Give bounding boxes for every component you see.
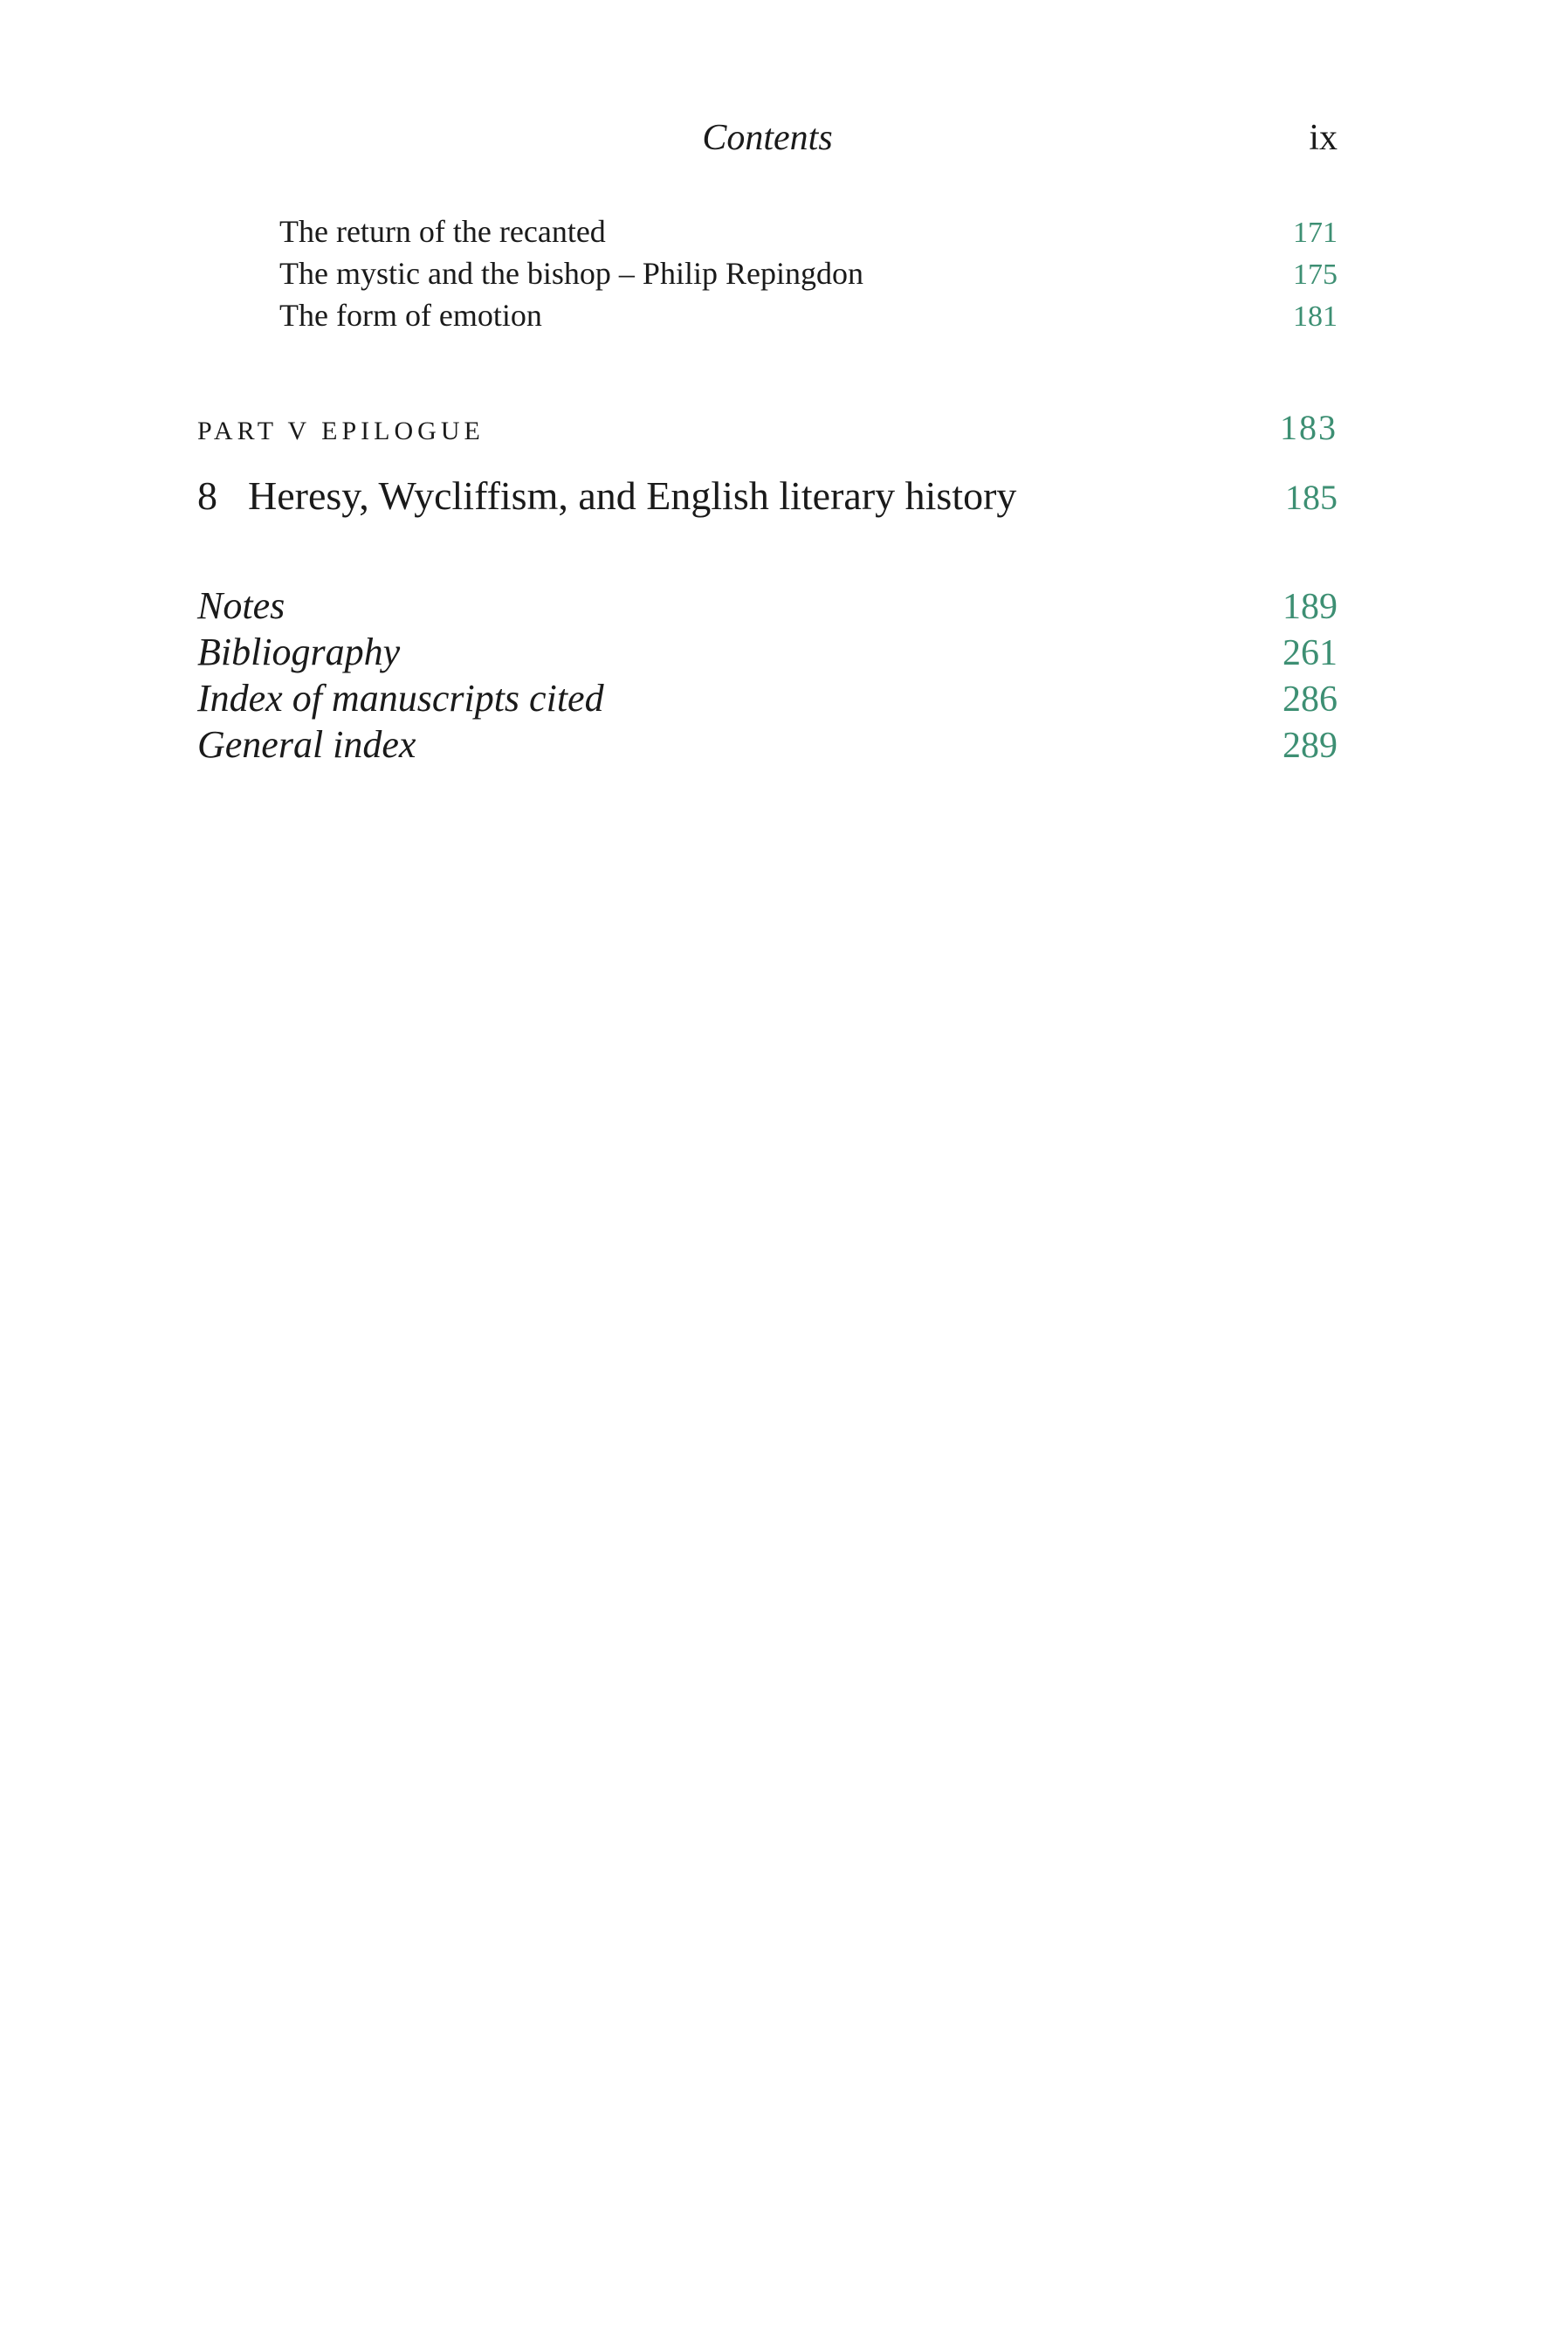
toc-part bbox=[197, 405, 1338, 454]
toc-chapter bbox=[197, 469, 1338, 525]
toc-entry-bibliography bbox=[197, 630, 1338, 676]
toc-entry-page: 289 bbox=[1283, 726, 1338, 766]
chapter-title: Heresy, Wycliffism, and English literary history bbox=[248, 473, 1017, 518]
toc-entry-title: General index bbox=[197, 723, 416, 766]
toc-chapter-entry bbox=[197, 469, 1338, 525]
chapter-heading bbox=[197, 469, 1016, 523]
toc-entry-title: Index of manuscripts cited bbox=[197, 677, 604, 720]
part-page: 183 bbox=[1280, 408, 1338, 447]
chapter-page: 185 bbox=[1285, 478, 1338, 517]
running-head bbox=[197, 112, 1338, 164]
page-folio: ix bbox=[1309, 118, 1338, 158]
toc-entry-title: The return of the recanted bbox=[279, 214, 606, 249]
chapter-number: 8 bbox=[197, 473, 217, 518]
toc-entry-index-of-manuscripts bbox=[197, 676, 1338, 722]
toc-entry-page: 261 bbox=[1283, 633, 1338, 673]
toc-entry-page: 171 bbox=[1293, 217, 1338, 249]
toc-entry-title: Notes bbox=[197, 584, 285, 627]
part-label: PART V EPILOGUE bbox=[197, 417, 485, 445]
toc-entry-page: 286 bbox=[1283, 679, 1338, 720]
toc-entry-page: 175 bbox=[1293, 259, 1338, 291]
toc-entry-title: The form of emotion bbox=[279, 298, 542, 333]
toc-back-matter bbox=[197, 583, 1338, 769]
toc-part-entry bbox=[197, 405, 1338, 454]
toc-entry-page: 189 bbox=[1283, 587, 1338, 627]
running-head-title: Contents bbox=[702, 118, 833, 158]
toc-entry-title: The mystic and the bishop – Philip Repingdon bbox=[279, 256, 863, 291]
toc-entry-title: Bibliography bbox=[197, 631, 401, 673]
toc-entry-mystic-and-bishop bbox=[197, 253, 1338, 295]
toc-entry-page: 181 bbox=[1293, 300, 1338, 333]
toc-entry-form-of-emotion bbox=[197, 295, 1338, 337]
toc-entry-notes bbox=[197, 583, 1338, 630]
toc-sections bbox=[197, 211, 1338, 337]
toc-entry-general-index bbox=[197, 722, 1338, 769]
toc-entry-return-of-recanted bbox=[197, 211, 1338, 253]
